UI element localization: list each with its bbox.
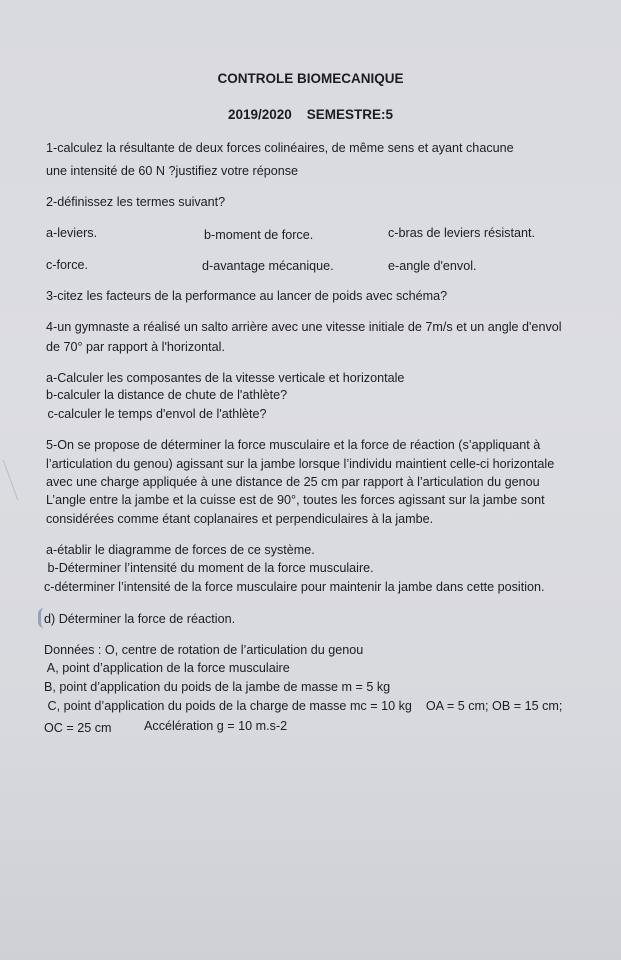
q4-item-b: b-calculer la distance de chute de l'athlète? bbox=[46, 388, 288, 402]
q5-line-1: 5-On se propose de déterminer la force musculaire et la force de réaction (s’appliquant à bbox=[46, 438, 541, 452]
q3-text: 3-citez les facteurs de la performance au lancer de poids avec schéma? bbox=[46, 289, 448, 303]
page-subtitle: 2019/2020 SEMESTRE:5 bbox=[227, 107, 394, 122]
q2-term-c: c-bras de leviers résistant. bbox=[388, 226, 535, 240]
q1-line-1: 1-calculez la résultante de deux forces colinéaires, de même sens et ayant chacune bbox=[46, 141, 514, 155]
donnees-line-4: C, point d’application du poids de la charge de masse mc = 10 kg OA = 5 cm; OB = 15 cm; bbox=[44, 699, 563, 713]
page-edge-mark bbox=[0, 460, 18, 500]
q2-term-a: a-leviers. bbox=[46, 226, 98, 240]
q2-term-e: e-angle d'envol. bbox=[388, 259, 477, 273]
q2-term-d: d-avantage mécanique. bbox=[202, 259, 334, 273]
q5-item-d: d) Déterminer la force de réaction. bbox=[44, 612, 236, 626]
q5-line-5: considérées comme étant coplanaires et perpendiculaires à la jambe. bbox=[46, 512, 434, 526]
q5-line-4: L’angle entre la jambe et la cuisse est de 90°, toutes les forces agissant sur la jambe sont bbox=[46, 493, 545, 507]
donnees-line-5a: OC = 25 cm bbox=[44, 721, 112, 735]
q5-item-c: c-déterminer l’intensité de la force musculaire pour maintenir la jambe dans cette position. bbox=[44, 580, 545, 594]
q4-line-1: 4-un gymnaste a réalisé un salto arrière avec une vitesse initiale de 7m/s et un angle d'envol bbox=[46, 320, 562, 334]
q5-line-3: avec une charge appliquée à une distance de 25 cm par rapport à l’articulation du genou bbox=[46, 475, 540, 489]
q2-term-b: b-moment de force. bbox=[204, 228, 314, 242]
q5-item-a: a-établir le diagramme de forces de ce système. bbox=[46, 543, 315, 557]
donnees-line-1: Données : O, centre de rotation de l’articulation du genou bbox=[44, 643, 364, 657]
q5-item-b: b-Déterminer l’intensité du moment de la force musculaire. bbox=[44, 561, 374, 575]
q1-line-2: une intensité de 60 N ?justifiez votre réponse bbox=[46, 164, 299, 178]
donnees-line-2: A, point d’application de la force musculaire bbox=[44, 661, 290, 675]
page-title: CONTROLE BIOMECANIQUE bbox=[217, 71, 404, 86]
q4-item-a: a-Calculer les composantes de la vitesse verticale et horizontale bbox=[46, 371, 405, 385]
q4-item-c: c-calculer le temps d'envol de l'athlète? bbox=[44, 407, 267, 421]
q5-line-2: l’articulation du genou) agissant sur la jambe lorsque l’individu maintient celle-ci horizontale bbox=[46, 457, 555, 471]
q2-term-c2: c-force. bbox=[46, 258, 88, 272]
donnees-line-5b: Accélération g = 10 m.s-2 bbox=[144, 719, 288, 733]
donnees-line-3: B, point d’application du poids de la jambe de masse m = 5 kg bbox=[44, 680, 391, 694]
q4-line-2: de 70° par rapport à l'horizontal. bbox=[46, 340, 225, 354]
q2-intro: 2-définissez les termes suivant? bbox=[46, 195, 226, 209]
